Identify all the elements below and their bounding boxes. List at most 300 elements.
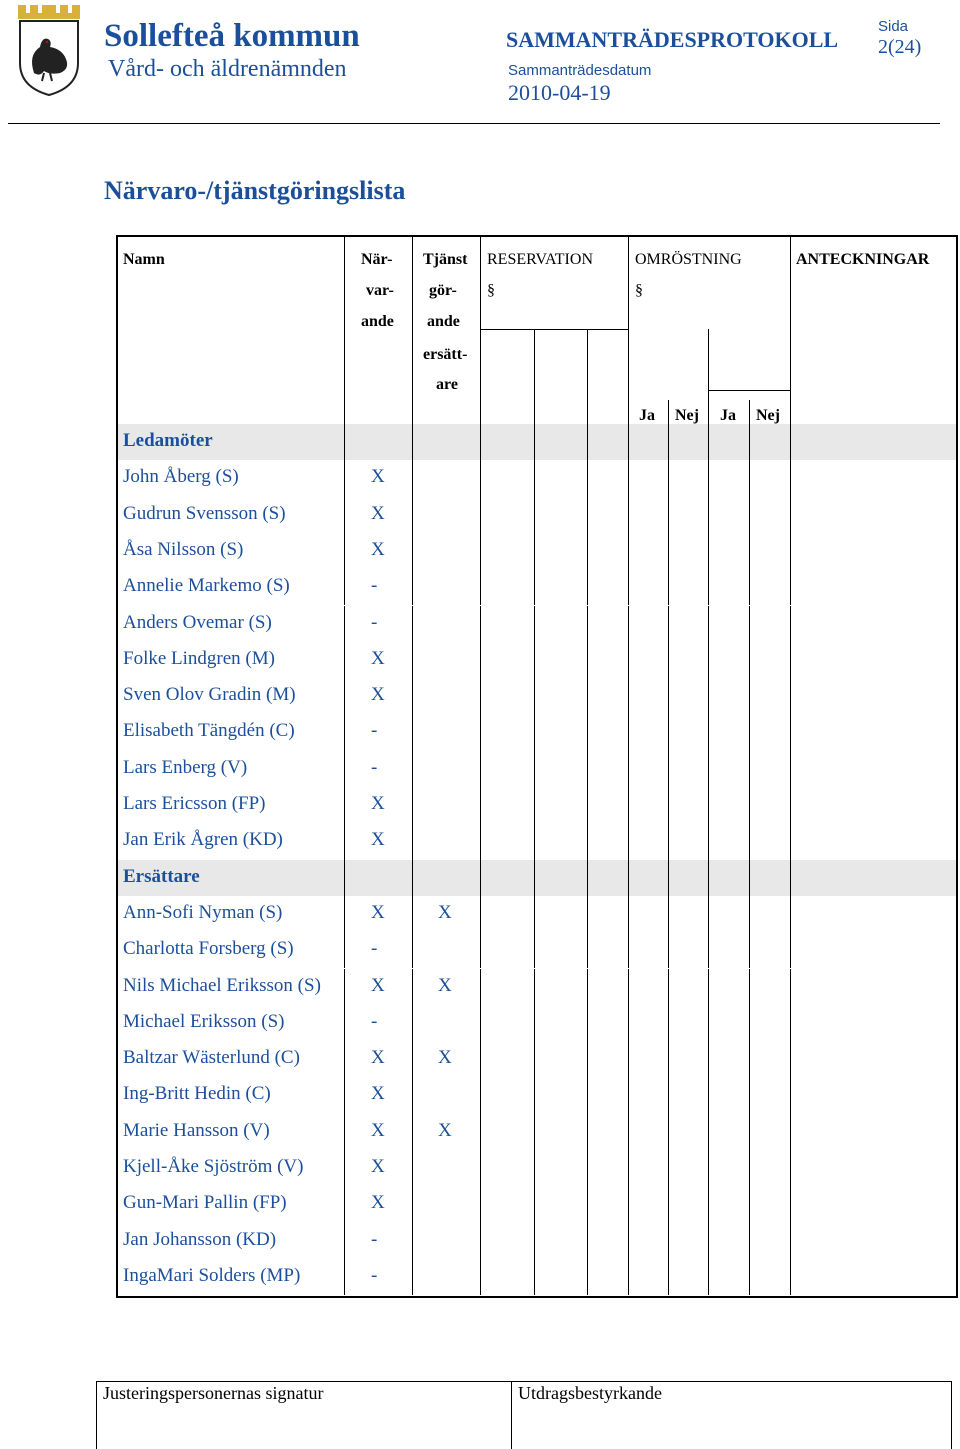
- col-divider: [344, 1186, 345, 1222]
- col-divider: [708, 1150, 709, 1186]
- col-divider: [749, 533, 750, 569]
- col-divider: [480, 533, 481, 569]
- col-divider: [749, 1114, 750, 1150]
- col-divider: [749, 1150, 750, 1186]
- attendance-table: [116, 235, 958, 1298]
- member-name: Folke Lindgren (M): [123, 647, 275, 669]
- col-divider: [628, 460, 629, 496]
- col-divider: [587, 823, 588, 859]
- col-divider: [534, 424, 535, 460]
- col-divider: [668, 606, 669, 642]
- substitute-mark: X: [438, 1119, 452, 1141]
- col-divider: [708, 1223, 709, 1259]
- section-band-ersattare: [118, 860, 956, 896]
- attendance-mark: X: [371, 1083, 385, 1105]
- header-vote-ja-2: Ja: [720, 407, 736, 424]
- attendance-mark: X: [371, 829, 385, 851]
- table-border-bottom: [116, 1296, 958, 1298]
- col-divider: [749, 896, 750, 932]
- col-divider: [708, 1259, 709, 1295]
- col-divider: [668, 751, 669, 787]
- header-tjanst-1: Tjänst: [423, 251, 468, 268]
- col-divider: [668, 1041, 669, 1077]
- col-divider: [534, 969, 535, 1005]
- col-divider: [749, 751, 750, 787]
- col-divider: [749, 1186, 750, 1222]
- col-divider: [628, 823, 629, 859]
- col-divider: [628, 932, 629, 968]
- header-vote-nej-2: Nej: [756, 407, 780, 424]
- header-namn: Namn: [123, 251, 165, 268]
- col-divider: [668, 460, 669, 496]
- member-name: Nils Michael Eriksson (S): [123, 974, 321, 996]
- col-divider: [668, 1150, 669, 1186]
- col-divider: [587, 1005, 588, 1041]
- col-divider: [480, 424, 481, 460]
- col-divider: [628, 751, 629, 787]
- col-divider: [668, 400, 669, 424]
- col-divider: [480, 460, 481, 496]
- col-divider: [480, 787, 481, 823]
- col-divider: [587, 787, 588, 823]
- col-divider: [534, 1114, 535, 1150]
- col-divider: [587, 678, 588, 714]
- col-divider: [708, 497, 709, 533]
- col-divider: [749, 1223, 750, 1259]
- col-divider: [708, 1077, 709, 1113]
- municipal-crest: [14, 3, 84, 97]
- section-title: Ledamöter: [123, 430, 213, 451]
- col-divider: [790, 1005, 791, 1041]
- col-divider: [344, 896, 345, 932]
- col-divider: [668, 1259, 669, 1295]
- col-divider: [344, 1259, 345, 1295]
- col-divider: [344, 751, 345, 787]
- col-divider: [749, 569, 750, 605]
- col-divider: [628, 533, 629, 569]
- col-divider: [628, 1041, 629, 1077]
- col-divider: [344, 569, 345, 605]
- attendance-mark: X: [371, 1047, 385, 1069]
- col-divider: [668, 497, 669, 533]
- col-divider: [628, 1259, 629, 1295]
- col-divider: [628, 714, 629, 750]
- member-name: Gun-Mari Pallin (FP): [123, 1192, 287, 1214]
- member-name: Kjell-Åke Sjöström (V): [123, 1156, 304, 1177]
- col-divider: [790, 424, 791, 460]
- col-divider: [480, 932, 481, 968]
- col-divider: [480, 1041, 481, 1077]
- table-border-right: [956, 235, 958, 1298]
- col-divider: [708, 533, 709, 569]
- attendance-mark: X: [371, 684, 385, 706]
- signature-footer: [96, 1381, 952, 1449]
- row-divider: [708, 390, 790, 391]
- col-divider: [708, 823, 709, 859]
- col-divider: [708, 860, 709, 896]
- attendance-mark: -: [371, 611, 378, 633]
- col-divider: [668, 533, 669, 569]
- col-divider: [628, 1114, 629, 1150]
- footer-extract-label: Utdragsbestyrkande: [518, 1383, 662, 1403]
- header-divider: [8, 123, 940, 124]
- col-divider: [480, 1005, 481, 1041]
- member-name: Elisabeth Tängdén (C): [123, 720, 295, 742]
- attendance-mark: X: [371, 502, 385, 524]
- col-divider: [708, 1005, 709, 1041]
- member-name: Ann-Sofi Nyman (S): [123, 901, 283, 923]
- col-divider: [749, 787, 750, 823]
- col-divider: [412, 896, 413, 932]
- col-divider: [344, 606, 345, 642]
- col-divider: [412, 823, 413, 859]
- col-divider: [412, 678, 413, 714]
- header-omrostning: OMRÖSTNING: [635, 251, 742, 268]
- member-name: Charlotta Forsberg (S): [123, 938, 294, 960]
- col-divider: [412, 642, 413, 678]
- member-name: IngaMari Solders (MP): [123, 1264, 301, 1286]
- attendance-mark: X: [371, 793, 385, 814]
- col-divider: [344, 860, 345, 896]
- attendance-mark: X: [371, 974, 385, 996]
- col-divider: [790, 460, 791, 496]
- col-divider: [708, 1114, 709, 1150]
- col-divider: [628, 860, 629, 896]
- header-vote-ja-1: Ja: [639, 407, 655, 424]
- member-name: Michael Eriksson (S): [123, 1010, 285, 1032]
- col-divider: [534, 1077, 535, 1113]
- col-divider: [587, 642, 588, 678]
- col-divider: [534, 1259, 535, 1295]
- attendance-mark: X: [371, 901, 385, 923]
- col-divider: [344, 1077, 345, 1113]
- col-divider: [412, 787, 413, 823]
- col-divider: [790, 497, 791, 533]
- attendance-mark: X: [371, 1119, 385, 1141]
- header-tjanst-2: gör-: [429, 282, 457, 299]
- footer-border-right: [951, 1381, 952, 1449]
- col-divider: [344, 1223, 345, 1259]
- col-divider: [587, 1041, 588, 1077]
- col-divider: [790, 860, 791, 896]
- col-divider: [790, 1150, 791, 1186]
- member-name: Gudrun Svensson (S): [123, 502, 286, 524]
- col-divider: [412, 606, 413, 642]
- col-divider: [534, 678, 535, 714]
- col-divider: [749, 400, 750, 424]
- col-divider: [628, 569, 629, 605]
- col-divider: [790, 1114, 791, 1150]
- footer-border-left: [96, 1381, 97, 1449]
- col-divider: [790, 787, 791, 823]
- col-divider: [749, 969, 750, 1005]
- col-divider: [749, 1259, 750, 1295]
- col-divider: [749, 424, 750, 460]
- col-divider: [534, 751, 535, 787]
- col-divider: [412, 1150, 413, 1186]
- col-divider: [412, 1077, 413, 1113]
- col-divider: [587, 1150, 588, 1186]
- col-divider: [628, 1150, 629, 1186]
- col-divider: [668, 932, 669, 968]
- col-divider: [749, 606, 750, 642]
- footer-border-top: [96, 1381, 952, 1382]
- col-divider: [708, 787, 709, 823]
- header-reservation-section: §: [487, 282, 495, 299]
- table-border-top: [116, 235, 958, 237]
- attendance-mark: -: [371, 1228, 378, 1250]
- col-divider: [790, 235, 791, 424]
- col-divider: [412, 932, 413, 968]
- col-divider: [344, 235, 345, 424]
- department-name: Vård- och äldrenämnden: [108, 56, 347, 82]
- col-divider: [480, 1223, 481, 1259]
- col-divider: [668, 1223, 669, 1259]
- member-name: Jan Erik Ågren (KD): [123, 829, 283, 851]
- col-divider: [708, 751, 709, 787]
- col-divider: [587, 606, 588, 642]
- col-divider: [628, 497, 629, 533]
- col-divider: [587, 860, 588, 896]
- col-divider: [790, 569, 791, 605]
- col-divider: [708, 460, 709, 496]
- col-divider: [668, 896, 669, 932]
- col-divider: [790, 642, 791, 678]
- col-divider: [412, 1041, 413, 1077]
- col-divider: [480, 969, 481, 1005]
- col-divider: [344, 787, 345, 823]
- col-divider: [628, 1186, 629, 1222]
- col-divider: [534, 1150, 535, 1186]
- page-number: 2(24): [878, 36, 922, 58]
- col-divider: [790, 1223, 791, 1259]
- header-anteckningar: ANTECKNINGAR: [796, 251, 930, 268]
- member-name: Lars Ericsson (FP): [123, 793, 266, 814]
- col-divider: [412, 1259, 413, 1295]
- col-divider: [587, 1259, 588, 1295]
- col-divider: [790, 1186, 791, 1222]
- col-divider: [344, 424, 345, 460]
- col-divider: [749, 1077, 750, 1113]
- col-divider: [628, 1077, 629, 1113]
- substitute-mark: X: [438, 974, 452, 996]
- col-divider: [344, 932, 345, 968]
- col-divider: [790, 896, 791, 932]
- col-divider: [587, 1223, 588, 1259]
- col-divider: [790, 1041, 791, 1077]
- col-divider: [587, 569, 588, 605]
- col-divider: [628, 678, 629, 714]
- col-divider: [344, 460, 345, 496]
- col-divider: [344, 1114, 345, 1150]
- col-divider: [587, 751, 588, 787]
- header-narvarande-2: var-: [366, 282, 394, 299]
- col-divider: [668, 642, 669, 678]
- col-divider: [534, 329, 535, 424]
- col-divider: [749, 497, 750, 533]
- col-divider: [668, 1077, 669, 1113]
- col-divider: [344, 533, 345, 569]
- member-name: Annelie Markemo (S): [123, 575, 290, 597]
- col-divider: [668, 1114, 669, 1150]
- attendance-mark: -: [371, 1264, 378, 1286]
- col-divider: [412, 235, 413, 424]
- col-divider: [628, 606, 629, 642]
- col-divider: [749, 932, 750, 968]
- col-divider: [790, 1259, 791, 1295]
- document-type: SAMMANTRÄDESPROTOKOLL: [506, 27, 839, 52]
- meeting-date-label: Sammanträdesdatum: [508, 62, 652, 79]
- col-divider: [587, 329, 588, 424]
- col-divider: [749, 1041, 750, 1077]
- col-divider: [587, 1077, 588, 1113]
- col-divider: [534, 860, 535, 896]
- col-divider: [344, 823, 345, 859]
- attendance-mark: -: [371, 938, 378, 960]
- attendance-mark: X: [371, 538, 385, 560]
- col-divider: [790, 714, 791, 750]
- member-name: Jan Johansson (KD): [123, 1228, 277, 1250]
- col-divider: [480, 678, 481, 714]
- member-name: Marie Hansson (V): [123, 1119, 270, 1141]
- col-divider: [534, 497, 535, 533]
- col-divider: [480, 860, 481, 896]
- col-divider: [790, 533, 791, 569]
- col-divider: [790, 823, 791, 859]
- substitute-mark: X: [438, 901, 452, 923]
- organization-name: Sollefteå kommun: [104, 18, 360, 54]
- attendance-mark: X: [371, 647, 385, 669]
- col-divider: [668, 787, 669, 823]
- col-divider: [628, 896, 629, 932]
- col-divider: [790, 932, 791, 968]
- meeting-date: 2010-04-19: [508, 80, 611, 105]
- col-divider: [480, 751, 481, 787]
- header-tjanst-4: ersätt-: [423, 346, 468, 363]
- attendance-mark: -: [371, 575, 378, 597]
- col-divider: [628, 1223, 629, 1259]
- col-divider: [344, 1005, 345, 1041]
- col-divider: [480, 896, 481, 932]
- col-divider: [628, 235, 629, 424]
- col-divider: [749, 1005, 750, 1041]
- attendance-mark: X: [371, 1156, 385, 1177]
- footer-divider: [511, 1381, 512, 1449]
- col-divider: [587, 969, 588, 1005]
- col-divider: [628, 642, 629, 678]
- page-title: Närvaro-/tjänstgöringslista: [104, 176, 406, 205]
- attendance-mark: X: [371, 1192, 385, 1214]
- page-label: Sida: [878, 18, 909, 35]
- col-divider: [480, 1186, 481, 1222]
- attendance-mark: -: [371, 1010, 378, 1032]
- col-divider: [749, 678, 750, 714]
- attendance-mark: X: [371, 466, 385, 488]
- col-divider: [708, 606, 709, 642]
- col-divider: [412, 460, 413, 496]
- col-divider: [480, 1150, 481, 1186]
- col-divider: [480, 1259, 481, 1295]
- col-divider: [708, 932, 709, 968]
- col-divider: [749, 860, 750, 896]
- col-divider: [480, 642, 481, 678]
- col-divider: [668, 969, 669, 1005]
- col-divider: [749, 823, 750, 859]
- col-divider: [708, 1041, 709, 1077]
- col-divider: [344, 714, 345, 750]
- table-border-left: [116, 235, 118, 1298]
- col-divider: [790, 969, 791, 1005]
- col-divider: [534, 1186, 535, 1222]
- col-divider: [534, 823, 535, 859]
- col-divider: [480, 569, 481, 605]
- col-divider: [534, 569, 535, 605]
- col-divider: [668, 678, 669, 714]
- header-omrostning-section: §: [635, 282, 643, 299]
- member-name: Baltzar Wästerlund (C): [123, 1047, 300, 1069]
- col-divider: [628, 424, 629, 460]
- section-band-ledamoter: [118, 424, 956, 460]
- col-divider: [708, 329, 709, 424]
- col-divider: [412, 751, 413, 787]
- col-divider: [412, 533, 413, 569]
- col-divider: [628, 1005, 629, 1041]
- col-divider: [412, 424, 413, 460]
- col-divider: [668, 860, 669, 896]
- member-name: Sven Olov Gradin (M): [123, 684, 296, 706]
- col-divider: [534, 787, 535, 823]
- col-divider: [668, 1186, 669, 1222]
- col-divider: [628, 787, 629, 823]
- col-divider: [668, 714, 669, 750]
- attendance-mark: -: [371, 720, 378, 742]
- col-divider: [412, 497, 413, 533]
- col-divider: [534, 1041, 535, 1077]
- col-divider: [480, 1077, 481, 1113]
- col-divider: [344, 1150, 345, 1186]
- header-narvarande-1: När-: [361, 251, 393, 268]
- attendance-mark: -: [371, 756, 378, 778]
- col-divider: [412, 1005, 413, 1041]
- col-divider: [587, 1186, 588, 1222]
- col-divider: [587, 896, 588, 932]
- col-divider: [534, 642, 535, 678]
- substitute-mark: X: [438, 1047, 452, 1069]
- col-divider: [790, 606, 791, 642]
- header-narvarande-3: ande: [361, 313, 394, 330]
- header-reservation: RESERVATION: [487, 251, 593, 268]
- col-divider: [668, 424, 669, 460]
- row-divider: [480, 329, 628, 330]
- col-divider: [668, 1005, 669, 1041]
- col-divider: [587, 460, 588, 496]
- col-divider: [749, 642, 750, 678]
- col-divider: [480, 714, 481, 750]
- header-tjanst-5: are: [436, 376, 458, 393]
- header-tjanst-3: ande: [427, 313, 460, 330]
- col-divider: [708, 642, 709, 678]
- col-divider: [749, 460, 750, 496]
- col-divider: [412, 969, 413, 1005]
- col-divider: [412, 714, 413, 750]
- col-divider: [708, 896, 709, 932]
- col-divider: [587, 497, 588, 533]
- col-divider: [480, 1114, 481, 1150]
- col-divider: [587, 424, 588, 460]
- member-name: John Åberg (S): [123, 466, 239, 488]
- section-title: Ersättare: [123, 865, 200, 887]
- col-divider: [534, 896, 535, 932]
